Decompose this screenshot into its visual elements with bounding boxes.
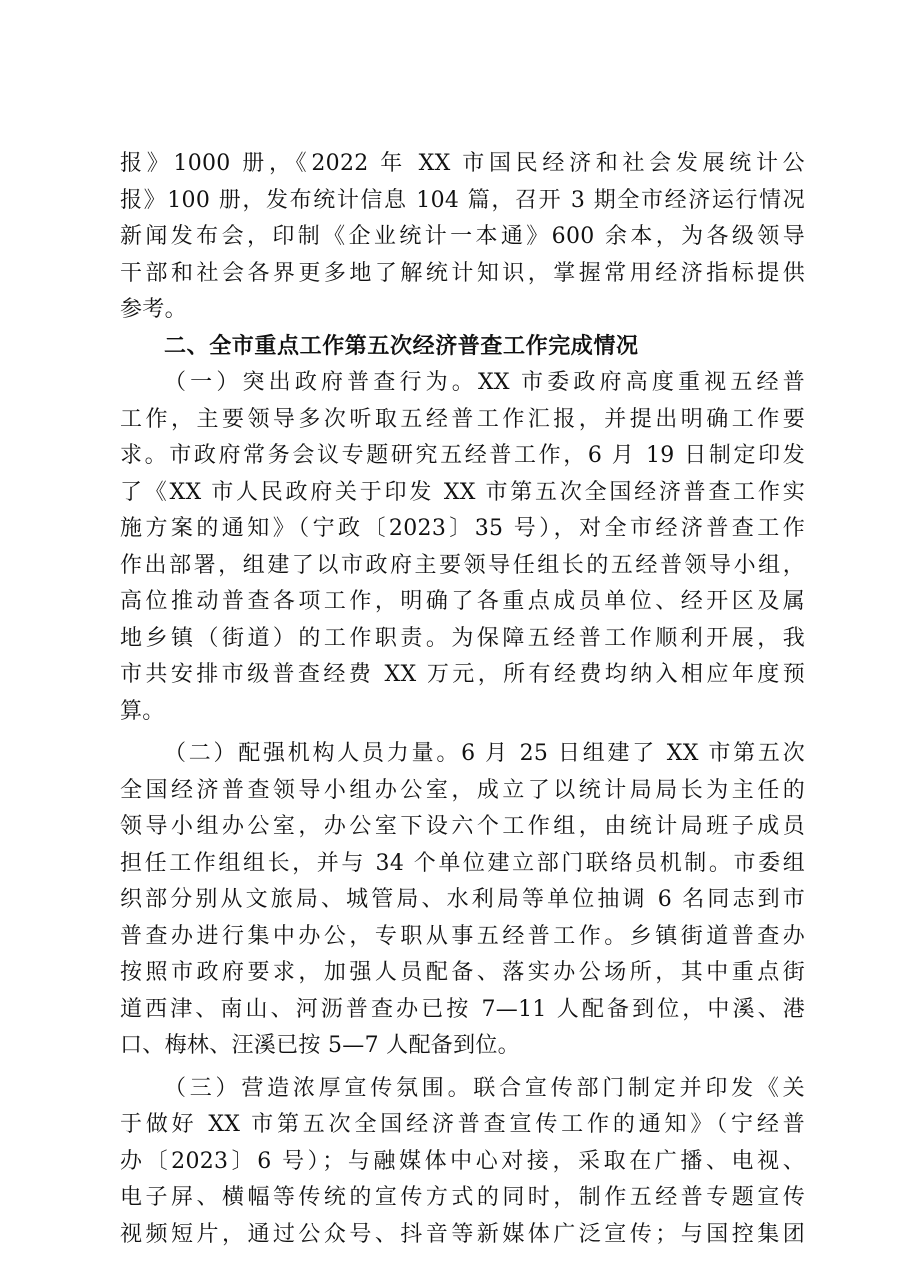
text-line: 了《XX 市人民政府关于印发 XX 市第五次全国经济普查工作实 xyxy=(120,479,805,505)
text-line: 报》100 册，发布统计信息 104 篇，召开 3 期全市经济运行情况 xyxy=(120,187,805,213)
text-line: 按照市政府要求，加强人员配备、落实办公场所，其中重点街 xyxy=(120,960,805,985)
text-line: 高位推动普查各项工作，明确了各重点成员单位、经开区及属 xyxy=(120,589,805,614)
text-line: 施方案的通知》（宁政〔2023〕35 号），对全市经济普查工作 xyxy=(120,516,805,541)
text-line: 担任工作组组长，并与 34 个单位建立部门联络员机制。市委组 xyxy=(120,850,805,876)
paragraph-last-line: 参考。 xyxy=(120,297,187,322)
text-line: 领导小组办公室，办公室下设六个工作组，由统计局班子成员 xyxy=(120,814,805,839)
paragraph-last-line: 算。 xyxy=(120,698,165,724)
text-line: 新闻发布会，印制《企业统计一本通》600 余本，为各级领导 xyxy=(120,224,805,249)
text-line: 织部分别从文旅局、城管局、水利局等单位抽调 6 名同志到市 xyxy=(120,887,805,912)
text-line: 普查办进行集中办公，专职从事五经普工作。乡镇街道普查办 xyxy=(120,923,805,949)
text-line: 地乡镇（街道）的工作职责。为保障五经普工作顺利开展，我 xyxy=(120,625,805,651)
text-line: 作出部署，组建了以市政府主要领导任组长的五经普领导小组， xyxy=(120,552,805,578)
text-line: 办〔2023〕6 号）；与融媒体中心对接，采取在广播、电视、 xyxy=(120,1148,805,1174)
paragraph-first-line: （一）突出政府普查行为。XX 市委政府高度重视五经普 xyxy=(164,370,805,395)
paragraph-last-line: 口、梅林、汪溪已按 5—7 人配备到位。 xyxy=(120,1033,520,1058)
text-line: 干部和社会各界更多地了解统计知识，掌握常用经济指标提供 xyxy=(120,260,805,286)
paragraph-first-line: （三）营造浓厚宣传氛围。联合宣传部门制定并印发《关 xyxy=(164,1075,805,1101)
paragraph-first-line: （二）配强机构人员力量。6 月 25 日组建了 XX 市第五次 xyxy=(164,741,805,766)
text-line: 求。市政府常务会议专题研究五经普工作，6 月 19 日制定印发 xyxy=(120,443,805,468)
text-line: 视频短片，通过公众号、抖音等新媒体广泛宣传；与国控集团 xyxy=(120,1221,805,1247)
text-line: 于做好 XX 市第五次全国经济普查宣传工作的通知》（宁经普 xyxy=(120,1112,805,1137)
section-heading: 二、全市重点工作第五次经济普查工作完成情况 xyxy=(164,333,639,359)
text-line: 全国经济普查领导小组办公室，成立了以统计局局长为主任的 xyxy=(120,777,805,803)
document-body xyxy=(120,146,805,1253)
text-line: 报》1000 册，《2022 年 XX 市国民经济和社会发展统计公 xyxy=(120,151,805,176)
text-line: 工作，主要领导多次听取五经普工作汇报，并提出明确工作要 xyxy=(120,406,805,432)
text-line: 市共安排市级普查经费 XX 万元，所有经费均纳入相应年度预 xyxy=(120,662,805,687)
text-line: 电子屏、横幅等传统的宣传方式的同时，制作五经普专题宣传 xyxy=(120,1185,805,1210)
text-line: 道西津、南山、河沥普查办已按 7—11 人配备到位，中溪、港 xyxy=(120,996,805,1022)
